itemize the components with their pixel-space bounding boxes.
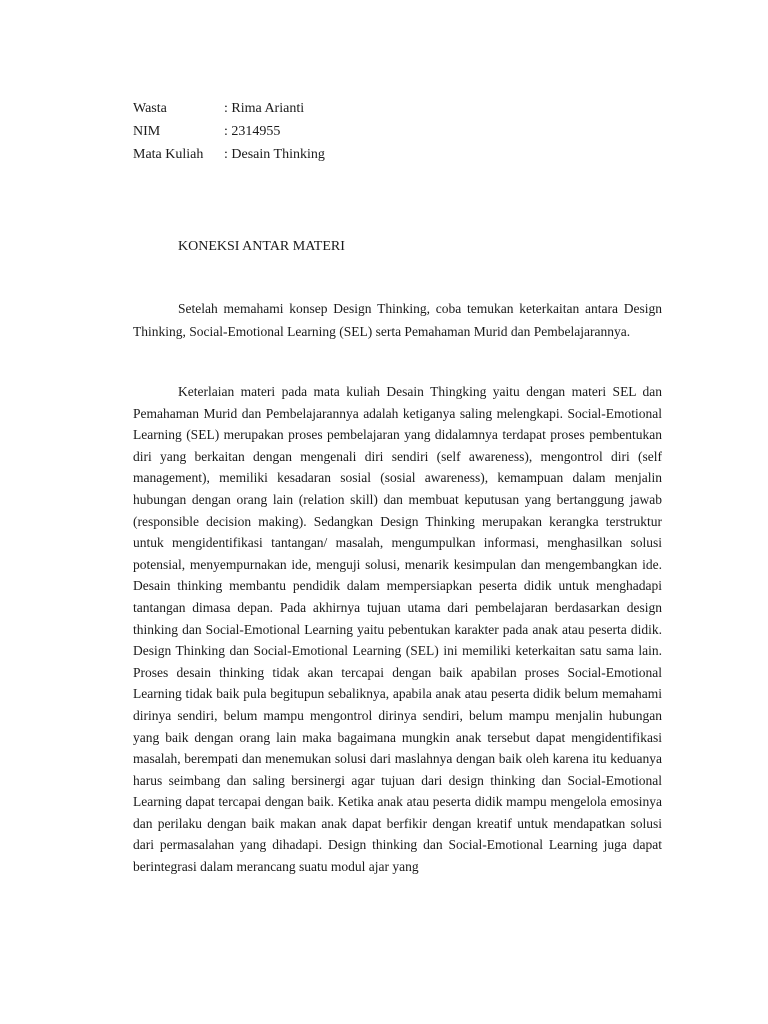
course-row <box>133 143 325 166</box>
name-row <box>133 97 325 120</box>
nim-row <box>133 120 325 143</box>
document-title: KONEKSI ANTAR MATERI <box>178 239 345 254</box>
name-label: Wasta <box>133 101 167 116</box>
course-label: Mata Kuliah <box>133 147 204 162</box>
nim-label: NIM <box>133 124 161 139</box>
nim-value: : 2314955 <box>224 124 281 139</box>
body-paragraph: Keterlaian materi pada mata kuliah Desain Thingking yaitu dengan materi SEL dan Pemahaman Murid dan Pembelajarannya adalah ketiganya saling melengkapi. Social-Emotional Learning (SEL) merupakan proses pembelajaran yang didalamnya terdapat proses pembentukan diri yang berkaitan dengan mengenali diri sendiri (self awareness), mengontrol diri (self management), memiliki kesadaran sosial (sosial awareness), kemampuan dalam menjalin hubungan dengan orang lain (relation skill) dan membuat keputusan yang bertanggung jawab (responsible decision making). Sedangkan Design Thinking merupakan kerangka terstruktur untuk mengidentifikasi tantangan/ masalah, mengumpulkan informasi, menghasilkan solusi potensial, menyempurnakan ide, menguji solusi, menarik kesimpulan dan mengembangkan ide. Desain thinking membantu pendidik dalam mempersiapkan peserta didik untuk menghadapi tantangan dimasa depan. Pada akhirnya tujuan utama dari pembelajaran berdasarkan design thinking dan Social-Emotional Learning yaitu pebentukan karakter pada anak atau peserta didik. Design Thinking dan Social-Emotional Learning (SEL) ini memiliki keterkaitan satu sama lain. Proses desain thinking tidak akan tercapai dengan baik apabilan proses Social-Emotional Learning tidak baik pula begitupun sebaliknya, apabila anak atau peserta didik belum memahami dirinya sendiri, belum mampu mengontrol dirinya sendiri, belum mampu menjalin hubungan yang baik dengan orang lain maka bagaimana mungkin anak tersebut dapat mengidentifikasi masalah, berempati dan menemukan solusi dari maslahnya dengan baik oleh karena itu keduanya harus seimbang dan saling bersinergi agar tujuan dari design thinking dan Social-Emotional Learning dapat tercapai dengan baik. Ketika anak atau peserta didik mampu mengelola emosinya dan perilaku dengan baik makan anak dapat berfikir dengan kreatif untuk mendapatkan solusi dari permasalahan yang dihadapi. Design thinking dan Social-Emotional Learning juga dapat berintegrasi dalam merancang suatu modul ajar yang <box>133 384 662 875</box>
course-value: : Desain Thinking <box>224 147 325 162</box>
name-value: : Rima Arianti <box>224 101 305 116</box>
intro-paragraph: Setelah memahami konsep Design Thinking, coba temukan keterkaitan antara Design Thinking, Social-Emotional Learning (SEL) serta Pemahaman Murid dan Pembelajarannya. <box>133 301 662 339</box>
identity-block <box>133 97 325 166</box>
